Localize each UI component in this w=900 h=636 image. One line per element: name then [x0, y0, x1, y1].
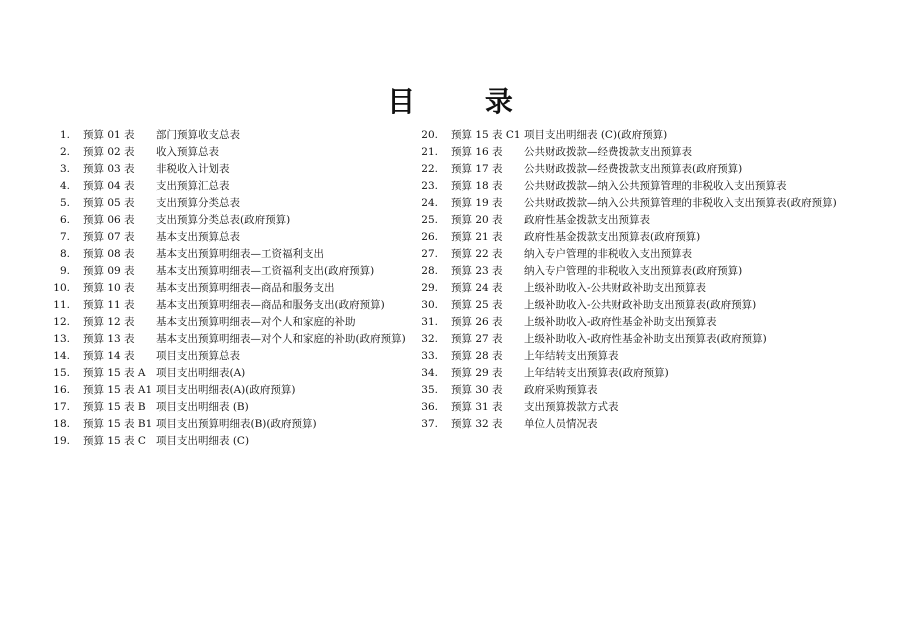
- toc-entry-number: 25.: [421, 214, 438, 226]
- toc-entry-name: 政府性基金拨款支出预算表: [524, 214, 650, 226]
- toc-entry-code: 预算 20 表: [451, 214, 503, 226]
- toc-entry-name: 项目支出明细表 (C)(政府预算): [524, 129, 668, 141]
- toc-entry-number: 18.: [53, 418, 70, 430]
- toc-entry-name: 纳入专户管理的非税收入支出预算表(政府预算): [524, 265, 743, 277]
- toc-entry-name: 部门预算收支总表: [156, 129, 240, 141]
- toc-entry-name: 公共财政拨款—经费拨款支出预算表: [524, 146, 692, 158]
- toc-entry-number: 20.: [421, 129, 438, 141]
- toc-entry-name: 上级补助收入-公共财政补助支出预算表: [524, 282, 707, 294]
- toc-entry-code: 预算 10 表: [83, 282, 135, 294]
- toc-entry-code: 预算 17 表: [451, 163, 503, 175]
- toc-entry-name: 项目支出明细表(A): [156, 367, 246, 379]
- toc-entry-name: 项目支出明细表(A)(政府预算): [156, 384, 296, 396]
- toc-entry-name: 支出预算拨款方式表: [524, 401, 619, 413]
- toc-entry-code: 预算 15 表 A1: [83, 384, 153, 396]
- toc-entry-number: 10.: [53, 282, 70, 294]
- toc-entry-name: 政府性基金拨款支出预算表(政府预算): [524, 231, 701, 243]
- toc-entry-name: 项目支出明细表 (C): [156, 435, 250, 447]
- page-title: 目 录: [387, 85, 543, 118]
- toc-entry-number: 36.: [421, 401, 438, 413]
- toc-entry-name: 政府采购预算表: [524, 384, 598, 396]
- toc-entry-code: 预算 02 表: [83, 146, 135, 158]
- toc-entry-code: 预算 05 表: [83, 197, 135, 209]
- toc-entry-name: 收入预算总表: [156, 146, 219, 158]
- toc-entry-number: 1.: [59, 129, 70, 141]
- toc-entry-code: 预算 15 表 C: [83, 435, 146, 447]
- toc-entry-number: 33.: [421, 350, 438, 362]
- toc-entry-name: 基本支出预算明细表—商品和服务支出(政府预算): [156, 299, 385, 311]
- toc-entry-number: 3.: [59, 163, 70, 175]
- toc-entry-number: 15.: [53, 367, 70, 379]
- toc-entry-code: 预算 13 表: [83, 333, 135, 345]
- toc-entry-number: 19.: [53, 435, 70, 447]
- toc-entry-name: 上级补助收入-公共财政补助支出预算表(政府预算): [524, 299, 757, 311]
- toc-entry-number: 24.: [421, 197, 438, 209]
- toc-entry-name: 项目支出明细表 (B): [156, 401, 249, 413]
- toc-entry-code: 预算 07 表: [83, 231, 135, 243]
- toc-entry-number: 23.: [421, 180, 438, 192]
- toc-entry-code: 预算 12 表: [83, 316, 135, 328]
- toc-entry-name: 支出预算分类总表(政府预算): [156, 214, 291, 226]
- toc-entry-code: 预算 15 表 A: [83, 367, 146, 379]
- toc-entry-name: 上级补助收入-政府性基金补助支出预算表: [524, 316, 717, 328]
- toc-entry-number: 17.: [53, 401, 70, 413]
- toc-entry-code: 预算 09 表: [83, 265, 135, 277]
- toc-entry-name: 公共财政拨款—经费拨款支出预算表(政府预算): [524, 163, 743, 175]
- toc-entry-name: 上年结转支出预算表(政府预算): [524, 367, 669, 379]
- toc-entry-name: 纳入专户管理的非税收入支出预算表: [524, 248, 692, 260]
- toc-entry-number: 13.: [53, 333, 70, 345]
- toc-entry-number: 28.: [421, 265, 438, 277]
- toc-entry-number: 12.: [53, 316, 70, 328]
- toc-entry-code: 预算 25 表: [451, 299, 503, 311]
- toc-entry-name: 公共财政拨款—纳入公共预算管理的非税收入支出预算表(政府预算): [524, 197, 837, 209]
- toc-entry-code: 预算 24 表: [451, 282, 503, 294]
- toc-entry-number: 26.: [421, 231, 438, 243]
- toc-entry-code: 预算 08 表: [83, 248, 135, 260]
- toc-entry-number: 21.: [421, 146, 438, 158]
- toc-entry-code: 预算 31 表: [451, 401, 503, 413]
- toc-entry-number: 5.: [59, 197, 70, 209]
- toc-entry-code: 预算 23 表: [451, 265, 503, 277]
- toc-entry-code: 预算 15 表 B1: [83, 418, 153, 430]
- toc-entry-code: 预算 32 表: [451, 418, 503, 430]
- toc-entry-number: 30.: [421, 299, 438, 311]
- toc-entry-name: 基本支出预算总表: [156, 231, 240, 243]
- toc-entry-code: 预算 01 表: [83, 129, 135, 141]
- toc-entry-code: 预算 27 表: [451, 333, 503, 345]
- toc-entry-name: 基本支出预算明细表—商品和服务支出: [156, 282, 335, 294]
- toc-entry-number: 14.: [53, 350, 70, 362]
- toc-entry-code: 预算 14 表: [83, 350, 135, 362]
- toc-entry-name: 非税收入计划表: [156, 163, 230, 175]
- toc-entry-number: 8.: [59, 248, 70, 260]
- toc-entry-code: 预算 15 表 B: [83, 401, 146, 413]
- toc-entry-number: 2.: [59, 146, 70, 158]
- toc-entry-number: 6.: [59, 214, 70, 226]
- toc-entry-code: 预算 30 表: [451, 384, 503, 396]
- toc-entry-number: 27.: [421, 248, 438, 260]
- toc-entry-name: 项目支出预算总表: [156, 350, 240, 362]
- toc-entry-name: 基本支出预算明细表—工资福利支出: [156, 248, 324, 260]
- toc-entry-number: 11.: [53, 299, 70, 311]
- toc-entry-code: 预算 19 表: [451, 197, 503, 209]
- toc-entry-code: 预算 16 表: [451, 146, 503, 158]
- toc-entry-number: 32.: [421, 333, 438, 345]
- toc-entry-code: 预算 26 表: [451, 316, 503, 328]
- toc-entry-code: 预算 28 表: [451, 350, 503, 362]
- toc-entry-code: 预算 04 表: [83, 180, 135, 192]
- toc-entry-code: 预算 03 表: [83, 163, 135, 175]
- toc-entry-name: 上年结转支出预算表: [524, 350, 619, 362]
- toc-entry-name: 基本支出预算明细表—对个人和家庭的补助(政府预算): [156, 333, 406, 345]
- toc-entry-number: 31.: [421, 316, 438, 328]
- toc-entry-number: 37.: [421, 418, 438, 430]
- toc-entry-code: 预算 11 表: [83, 299, 135, 311]
- toc-entry-name: 支出预算汇总表: [156, 180, 230, 192]
- toc-entry-name: 上级补助收入-政府性基金补助支出预算表(政府预算): [524, 333, 767, 345]
- toc-entry-code: 预算 18 表: [451, 180, 503, 192]
- toc-entry-number: 35.: [421, 384, 438, 396]
- toc-entry-code: 预算 15 表 C1: [451, 129, 521, 141]
- toc-entry-name: 基本支出预算明细表—对个人和家庭的补助: [156, 316, 356, 328]
- toc-entry-number: 34.: [421, 367, 438, 379]
- toc-entry-name: 基本支出预算明细表—工资福利支出(政府预算): [156, 265, 375, 277]
- toc-entry-number: 29.: [421, 282, 438, 294]
- toc-entry-number: 22.: [421, 163, 438, 175]
- toc-entry-number: 9.: [59, 265, 70, 277]
- toc-entry-name: 项目支出预算明细表(B)(政府预算): [156, 418, 317, 430]
- toc-entry-name: 支出预算分类总表: [156, 197, 240, 209]
- toc-entry-number: 4.: [59, 180, 70, 192]
- toc-entry-number: 16.: [53, 384, 70, 396]
- toc-entry-code: 预算 29 表: [451, 367, 503, 379]
- toc-entry-name: 单位人员情况表: [524, 418, 598, 430]
- toc-entry-name: 公共财政拨款—纳入公共预算管理的非税收入支出预算表: [524, 180, 787, 192]
- toc-entry-code: 预算 22 表: [451, 248, 503, 260]
- toc-entry-code: 预算 21 表: [451, 231, 503, 243]
- toc-entry-number: 7.: [59, 231, 70, 243]
- toc-entry-code: 预算 06 表: [83, 214, 135, 226]
